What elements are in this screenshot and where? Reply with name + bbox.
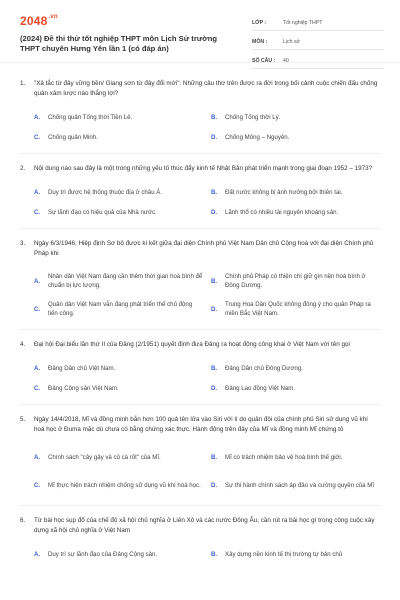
option-text: Chống quân Tống thời Tiền Lê. — [48, 113, 133, 121]
option-text: Chống quân Minh. — [48, 133, 98, 141]
option-d[interactable] — [211, 202, 380, 222]
option-a[interactable] — [34, 182, 203, 202]
option-d[interactable] — [211, 127, 380, 147]
option-text: Đất nước không bị ảnh hưởng bởi thiên tai. — [225, 188, 343, 196]
logo-text: 2048 — [20, 14, 48, 28]
option-text: Quân dân Việt Nam vẫn đang phát triển thế chủ động tiến công. — [48, 301, 193, 317]
option-text: Lãnh thổ có nhiều tài nguyên khoáng sản. — [225, 208, 339, 216]
page-header — [0, 0, 400, 63]
option-text: Duy trì được hệ thống thuộc địa ở châu Á. — [48, 188, 163, 196]
question-text: Nội dung nào sau đây là một trong những yếu tố thúc đẩy kinh tế Nhật Bản phát triển mạnh trong giai đoạn 1952 – 1973? — [34, 165, 373, 172]
option-letter: A. — [34, 550, 41, 558]
option-c[interactable] — [34, 471, 203, 499]
option-letter: A. — [34, 364, 41, 372]
option-text: Sự lãnh đạo có hiệu quả của Nhà nước. — [48, 208, 157, 216]
exam-title: (2024) Đề thi thử tốt nghiệp THPT môn Lịch Sử trường THPT chuyên Hưng Yên lần 1 (có đáp án) — [20, 34, 217, 53]
option-text: Đảng Cộng sản Việt Nam. — [48, 384, 119, 392]
question-4 — [20, 340, 380, 405]
question-divider — [20, 404, 380, 405]
question-6 — [20, 516, 380, 564]
question-number: 3. — [20, 240, 26, 247]
option-d[interactable] — [211, 471, 380, 499]
option-b[interactable] — [211, 107, 380, 127]
option-c[interactable] — [34, 378, 203, 398]
option-letter: A. — [34, 113, 41, 121]
option-letter: B. — [211, 188, 218, 196]
option-text: Xây dựng nền kinh tế thị trường tự bản chủ — [225, 550, 343, 558]
question-text: "Xả tắc từ đây vững bền/ Giang sơn từ đây đổi mới". Những câu thơ trên được ra đời trong bối cảnh cuộc chiến đấu chống quân xâm lược nào thắng lợi? — [34, 80, 378, 97]
question-number: 4. — [20, 341, 26, 348]
option-letter: D. — [211, 305, 218, 313]
option-letter: A. — [34, 277, 41, 285]
question-text: Đại hội Đại biểu lần thứ II của Đảng (2/1951) quyết định đưa Đảng ra hoạt động công khai ở Việt Nam với tên gọi — [34, 341, 350, 348]
meta-label: SỐ CÂU : — [252, 58, 276, 64]
option-text: Chống Tống thời Lý. — [225, 113, 281, 121]
option-text: Đảng Dân chủ Việt Nam. — [48, 364, 116, 372]
question-divider — [20, 153, 380, 154]
option-letter: A. — [34, 453, 41, 461]
option-letter: C. — [34, 133, 41, 141]
option-letter: B. — [211, 113, 218, 121]
option-letter: C. — [34, 481, 41, 489]
option-c[interactable] — [34, 127, 203, 147]
meta-label: LỚP : — [252, 20, 267, 26]
question-text: Từ bài học sụp đổ của chế độ xã hội chủ nghĩa ở Liên Xô và các nước Đông Âu, cần rút ra bài học gì trong công cuộc xây dựng xã hội chủ nghĩa ở Việt Nam — [34, 517, 375, 534]
question-divider — [20, 329, 380, 330]
meta-value: Tốt nghiệp THPT — [283, 20, 323, 26]
option-d[interactable] — [211, 295, 380, 323]
question-number: 1. — [20, 80, 26, 87]
option-text: Chống Mông – Nguyên. — [225, 133, 290, 141]
meta-row-subject — [252, 35, 384, 50]
question-number: 6. — [20, 517, 26, 524]
option-letter: D. — [211, 481, 218, 489]
option-a[interactable] — [34, 544, 203, 564]
question-number: 2. — [20, 165, 26, 172]
question-5 — [20, 415, 380, 506]
option-letter: D. — [211, 208, 218, 216]
question-divider — [20, 228, 380, 229]
meta-value: Lịch sử — [283, 39, 301, 45]
option-text: Nhân dân Việt Nam đang cần thêm thời gian hoà bình để chuẩn bị lực lượng. — [48, 273, 203, 289]
option-c[interactable] — [34, 202, 203, 222]
option-letter: B. — [211, 453, 218, 461]
meta-row-count — [252, 54, 384, 69]
option-b[interactable] — [211, 358, 380, 378]
option-b[interactable] — [211, 182, 380, 202]
exam-meta — [252, 16, 384, 69]
option-text: Duy trì sự lãnh đạo của Đảng Cộng sản. — [48, 550, 158, 558]
option-text: Trung Hoa Dân Quốc không đồng ý cho quân Pháp ra miền Bắc Việt Nam. — [225, 301, 371, 317]
question-number: 5. — [20, 416, 26, 423]
option-letter: B. — [211, 550, 218, 558]
question-text: Ngày 14/4/2018, Mĩ và đồng minh bắn hơn 100 quả tên lửa vào Siri với lí do quân đội của chính phủ Siri sử dụng vũ khí hoá học ở Đuma mặc dù chưa có bằng chứng xác thực. Hành động trên đây của Mĩ và đồng minh Mĩ chứng tỏ — [34, 416, 368, 433]
option-letter: D. — [211, 133, 218, 141]
option-c[interactable] — [34, 295, 203, 323]
option-a[interactable] — [34, 107, 203, 127]
question-2 — [20, 164, 380, 229]
option-b[interactable] — [211, 544, 380, 564]
option-text: Sự thi hành chính sách áp đảo và cường quyền của Mĩ — [225, 481, 375, 489]
option-a[interactable] — [34, 358, 203, 378]
option-letter: A. — [34, 188, 41, 196]
meta-value: 40 — [283, 58, 289, 64]
site-logo[interactable] — [20, 14, 58, 28]
meta-row-class — [252, 16, 384, 31]
option-letter: C. — [34, 208, 41, 216]
option-a[interactable] — [34, 443, 203, 471]
option-text: Mĩ có trách nhiệm bảo vệ hoà bình thế giới. — [225, 453, 343, 461]
meta-label: MÔN : — [252, 39, 268, 45]
question-text: Ngày 6/3/1946, Hiệp định Sơ bộ được kí kết giữa đại diện Chính phủ Việt Nam Dân chủ Cộng hoà với đại diện Chính phủ Pháp khi — [34, 240, 374, 257]
question-1 — [20, 79, 380, 154]
option-text: Chính phủ Pháp có thiện chí giữ gìn nền hoà bình ở Đông Dương. — [225, 273, 366, 289]
option-letter: D. — [211, 384, 218, 392]
option-text: Chính sách "cây gậy và củ cà rốt" của Mĩ. — [48, 453, 161, 461]
option-text: Đảng Lao động Việt Nam. — [225, 384, 296, 392]
option-text: Mĩ thực hiện trách nhiệm chống sử dụng vũ khí hoá học. — [48, 481, 201, 489]
option-b[interactable] — [211, 443, 380, 471]
option-letter: C. — [34, 384, 41, 392]
question-3 — [20, 239, 380, 330]
question-list — [0, 63, 400, 564]
option-text: Đảng Dân chủ Đông Dương. — [225, 364, 303, 372]
logo-suffix: .vn — [48, 14, 58, 20]
question-divider — [20, 505, 380, 506]
option-d[interactable] — [211, 378, 380, 398]
option-letter: B. — [211, 277, 218, 285]
option-letter: C. — [34, 305, 41, 313]
option-letter: B. — [211, 364, 218, 372]
option-a[interactable] — [34, 267, 203, 295]
option-b[interactable] — [211, 267, 380, 295]
